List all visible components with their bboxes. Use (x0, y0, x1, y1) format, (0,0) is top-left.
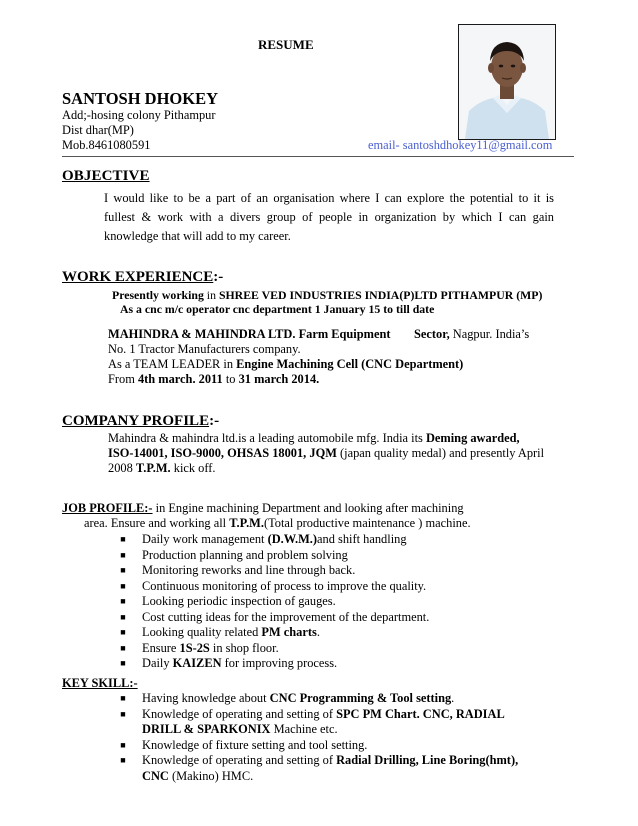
bullet-icon: ■ (120, 534, 126, 544)
role-text: As a TEAM LEADER in (108, 357, 237, 371)
company-profile-line-1 (108, 431, 520, 447)
work-company-description: No. 1 Tractor Manufacturers company. (108, 342, 301, 356)
objective-line-2: fullest & work with a divers group of people in organization by which I can gain (104, 210, 554, 224)
key-skill-heading: KEY SKILL:- (62, 676, 138, 690)
list-item (118, 625, 429, 641)
work-experience-suffix: :- (213, 269, 224, 285)
item-text: . (451, 691, 455, 705)
presently-working-label: Presently working (112, 288, 204, 302)
bullet-icon: ■ (120, 549, 126, 560)
address-line-1: Add;-hosing colony Pithampur (62, 108, 216, 122)
job-profile-heading: JOB PROFILE:- (62, 501, 153, 515)
company-profile-text-1: Mahindra & mahindra ltd.is a leading automobile mfg. India its (108, 431, 426, 445)
candidate-name: SANTOSH DHOKEY (62, 89, 219, 108)
role-department: Engine Machining Cell (CNC Department) (236, 357, 464, 371)
bullet-icon: ■ (120, 596, 126, 606)
item-text: Knowledge of fixture setting and tool setting. (142, 737, 368, 752)
header-divider (62, 156, 574, 157)
list-item (118, 579, 429, 595)
item-bold: PM charts (261, 625, 317, 639)
company-profile-text-3: kick off. (170, 461, 216, 475)
item-text: Monitoring reworks and line through back. (142, 563, 356, 577)
company-profile-year: 2008 (108, 461, 136, 475)
objective-heading: OBJECTIVE (62, 168, 150, 184)
work-role-line (108, 357, 463, 373)
item-text: Machine etc. (270, 722, 338, 736)
to-text: to (222, 372, 239, 386)
sector-label: Sector, (414, 327, 450, 341)
work-previous-company-line (108, 327, 390, 343)
objective-line-1: I would like to be a part of an organisation where I can explore the potential to it is (104, 191, 554, 205)
job-profile-tpm: T.P.M. (229, 516, 264, 530)
item-text: and shift handling (317, 532, 407, 546)
list-item (118, 532, 429, 548)
item-text: . (316, 625, 320, 639)
end-date: 31 march 2014. (238, 372, 320, 386)
job-profile-intro-line-1 (62, 501, 464, 517)
sector-value: Nagpur. India’s (449, 327, 530, 341)
item-text: for improving process. (221, 656, 338, 670)
list-item (118, 753, 518, 769)
item-text: Ensure (142, 640, 180, 655)
job-profile-intro-text-2: area. Ensure and working all (84, 516, 230, 530)
objective-line-3: knowledge that will add to my career. (104, 229, 291, 243)
deming-award: Deming awarded, (425, 431, 520, 445)
bullet-icon: ■ (120, 580, 126, 591)
work-experience-heading (62, 269, 223, 286)
bullet-icon: ■ (120, 627, 126, 637)
key-skill-list (118, 691, 518, 784)
bullet-icon: ■ (120, 739, 126, 750)
bullet-icon: ■ (120, 658, 126, 668)
resume-title: RESUME (258, 37, 314, 52)
company-profile-suffix: :- (209, 413, 220, 429)
item-text: Daily work management (142, 532, 268, 546)
list-item (118, 656, 429, 672)
item-text: Having knowledge about (142, 691, 270, 705)
item-bold: Radial Drilling, Line Boring(hmt), (336, 753, 519, 767)
item-bold: KAIZEN (172, 656, 222, 670)
item-text: Cost cutting ideas for the improvement of the department. (142, 609, 430, 624)
item-text: Production planning and problem solving (142, 547, 348, 562)
from-text: From (108, 372, 138, 386)
bullet-icon: ■ (120, 708, 126, 719)
item-text: Looking periodic inspection of gauges. (142, 594, 336, 608)
start-date: 4th march. 2011 (137, 372, 223, 386)
list-item (118, 641, 429, 657)
item-text: Knowledge of operating and setting of (142, 753, 337, 767)
item-bold: CNC (142, 768, 169, 783)
company-profile-line-2 (108, 446, 544, 462)
list-item (118, 610, 429, 626)
mobile-number: Mob.8461080591 (62, 138, 151, 152)
item-bold: DRILL & SPARKONIX (142, 722, 271, 736)
bullet-icon: ■ (120, 755, 126, 765)
bullet-icon: ■ (120, 565, 126, 575)
work-experience-title: WORK EXPERIENCE (62, 269, 214, 285)
current-employer: SHREE VED INDUSTRIES INDIA(P)LTD PITHAMPUR (MP) (218, 288, 543, 302)
item-bold: CNC Programming & Tool setting (269, 691, 452, 705)
work-current-role: As a cnc m/c operator cnc department 1 January 15 to till date (120, 302, 435, 316)
certifications: ISO-14001, ISO-9000, OHSAS 18001, JQM (108, 446, 337, 460)
job-profile-list (118, 532, 429, 672)
company-profile-text-2: (japan quality medal) and presently April (336, 446, 545, 460)
job-profile-intro-text-3: (Total productive maintenance ) machine. (263, 516, 471, 530)
list-item (118, 548, 429, 564)
tpm-label: T.P.M. (135, 461, 171, 475)
item-text: Looking quality related (142, 625, 262, 639)
company-profile-heading (62, 413, 219, 430)
job-profile-intro-line-2 (84, 516, 471, 532)
job-profile-intro-text: in Engine machining Department and looking after machining (152, 501, 464, 515)
item-bold: SPC PM Chart. CNC, RADIAL (336, 706, 505, 721)
work-sector-line (414, 327, 529, 343)
list-item (118, 563, 429, 579)
list-item (118, 594, 429, 610)
company-profile-line-3 (108, 461, 216, 477)
list-item-continuation (118, 769, 518, 785)
item-bold: 1S-2S (179, 640, 210, 655)
item-text: (Makino) HMC. (168, 768, 254, 783)
bullet-icon: ■ (120, 693, 126, 703)
previous-company: MAHINDRA & MAHINDRA LTD. Farm Equipment (108, 327, 391, 341)
person-photo-icon (459, 25, 555, 139)
list-item (118, 738, 518, 754)
item-text: Knowledge of operating and setting of (142, 706, 337, 721)
item-text: in shop floor. (209, 640, 279, 655)
email-link[interactable]: email- santoshdhokey11@gmail.com (368, 138, 553, 152)
item-bold: (D.W.M.) (267, 532, 318, 546)
company-profile-title: COMPANY PROFILE (62, 413, 210, 429)
item-text: Daily (142, 656, 173, 670)
list-item (118, 691, 518, 707)
list-item (118, 707, 518, 723)
item-text: Continuous monitoring of process to improve the quality. (142, 578, 427, 593)
profile-photo (458, 24, 556, 140)
work-in-text: in (203, 288, 219, 302)
bullet-icon: ■ (120, 642, 126, 653)
work-duration-line (108, 372, 319, 388)
address-line-2: Dist dhar(MP) (62, 123, 134, 137)
bullet-icon: ■ (120, 611, 126, 622)
list-item-continuation (118, 722, 518, 738)
